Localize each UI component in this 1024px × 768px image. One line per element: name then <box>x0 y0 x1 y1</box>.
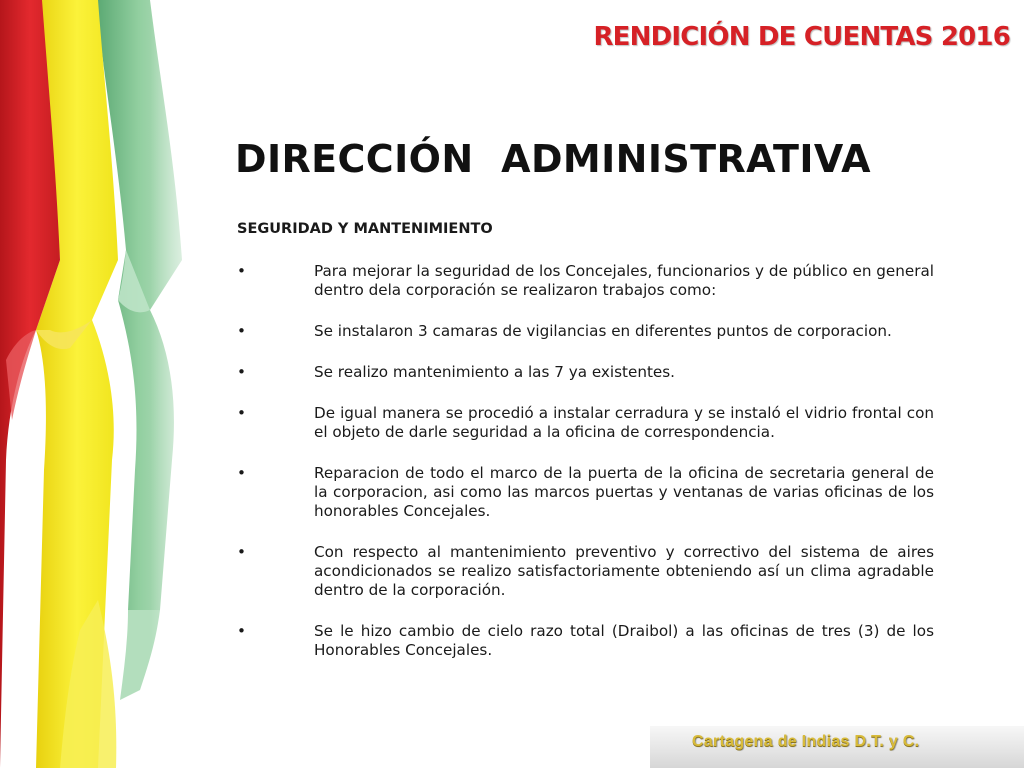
slide-title: DIRECCIÓN ADMINISTRATIVA <box>235 137 871 181</box>
list-item <box>237 262 934 300</box>
list-item <box>237 543 934 600</box>
list-item <box>237 363 934 382</box>
list-item <box>237 322 934 341</box>
bullet-text: Reparacion de todo el marco de la puerta de la oficina de secretaria general de la corporacion, asi como las marcos puertas y ventanas de varias oficinas de los honorables Concejales. <box>314 464 934 520</box>
footer-city: Cartagena de Indias D.T. y C. <box>692 733 920 750</box>
flag-ribbon-decoration <box>0 0 215 768</box>
bullet-list <box>237 262 934 660</box>
bullet-text: De igual manera se procedió a instalar cerradura y se instaló el vidrio frontal con el objeto de darle seguridad a la oficina de correspondencia. <box>314 404 934 441</box>
bullet-glyph: • <box>237 404 246 422</box>
list-item <box>237 622 934 660</box>
section-heading: SEGURIDAD Y MANTENIMIENTO <box>237 221 493 237</box>
bullet-text: Para mejorar la seguridad de los Concejales, funcionarios y de público en general dentro dela corporación se realizaron trabajos como: <box>314 262 934 299</box>
list-item <box>237 464 934 521</box>
bullet-glyph: • <box>237 322 246 340</box>
report-title: RENDICIÓN DE CUENTAS 2016 <box>593 22 1010 52</box>
bullet-glyph: • <box>237 622 246 640</box>
slide-content <box>237 220 934 682</box>
bullet-glyph: • <box>237 543 246 561</box>
bullet-text: Se instalaron 3 camaras de vigilancias en diferentes puntos de corporacion. <box>314 322 892 340</box>
bullet-text: Con respecto al mantenimiento preventivo y correctivo del sistema de aires acondicionados se realizo satisfactoriamente obteniendo así un clima agradable dentro de la corporación. <box>314 543 934 599</box>
bullet-glyph: • <box>237 262 246 280</box>
bullet-glyph: • <box>237 464 246 482</box>
bullet-text: Se le hizo cambio de cielo razo total (Draibol) a las oficinas de tres (3) de los Honorables Concejales. <box>314 622 934 659</box>
bullet-text: Se realizo mantenimiento a las 7 ya existentes. <box>314 363 676 381</box>
bullet-glyph: • <box>237 363 246 381</box>
list-item <box>237 404 934 442</box>
